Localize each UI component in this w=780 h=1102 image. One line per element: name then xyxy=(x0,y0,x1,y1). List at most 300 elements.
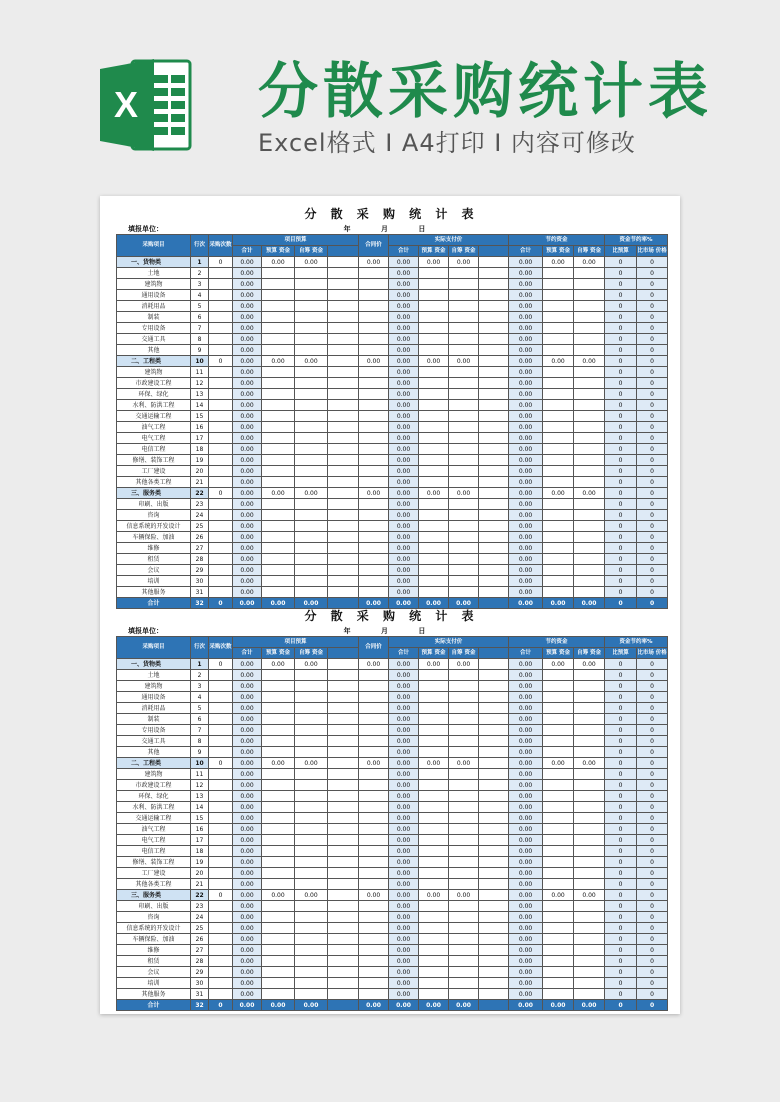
table-row xyxy=(117,989,668,1000)
table-row xyxy=(117,857,668,868)
row-budget-fund: 0.00 xyxy=(262,659,295,670)
row-actual-extra xyxy=(479,890,509,901)
row-budget-extra xyxy=(328,532,359,543)
row-actual-self xyxy=(449,532,479,543)
row-budget-self: 0.00 xyxy=(295,488,328,499)
row-actual-fund xyxy=(419,323,449,334)
row-rate-market: 0 xyxy=(637,923,668,934)
row-rate-market: 0 xyxy=(637,945,668,956)
row-actual-self: 0.00 xyxy=(449,758,479,769)
row-number: 15 xyxy=(191,411,209,422)
row-item-name: 土地 xyxy=(117,268,191,279)
row-rate-budget: 0 xyxy=(605,510,637,521)
row-actual-self xyxy=(449,433,479,444)
row-budget-fund xyxy=(262,857,295,868)
row-saving-total: 0.00 xyxy=(509,400,543,411)
row-budget-self xyxy=(295,477,328,488)
table-row xyxy=(117,835,668,846)
row-number: 16 xyxy=(191,824,209,835)
row-saving-total: 0.00 xyxy=(509,736,543,747)
excel-logo-icon xyxy=(98,55,194,155)
row-budget-fund xyxy=(262,279,295,290)
row-item-name: 油气工程 xyxy=(117,824,191,835)
row-rate-market: 0 xyxy=(637,444,668,455)
row-budget-fund xyxy=(262,967,295,978)
row-saving-fund xyxy=(543,389,574,400)
row-count xyxy=(209,444,233,455)
row-saving-total: 0.00 xyxy=(509,477,543,488)
sub-header-actual-extra xyxy=(479,648,509,659)
row-rate-budget: 0 xyxy=(605,967,637,978)
table-row xyxy=(117,257,668,268)
row-actual-self xyxy=(449,813,479,824)
row-budget-total: 0.00 xyxy=(233,923,262,934)
row-budget-fund xyxy=(262,824,295,835)
row-saving-self xyxy=(574,334,605,345)
summary-actual-fund: 0.00 xyxy=(419,1000,449,1011)
row-actual-extra xyxy=(479,714,509,725)
row-budget-extra xyxy=(328,934,359,945)
table-row xyxy=(117,703,668,714)
row-budget-total: 0.00 xyxy=(233,554,262,565)
row-actual-fund xyxy=(419,791,449,802)
table-row xyxy=(117,576,668,587)
row-budget-extra xyxy=(328,587,359,598)
row-count xyxy=(209,422,233,433)
row-budget-fund xyxy=(262,466,295,477)
row-actual-extra xyxy=(479,301,509,312)
row-number: 31 xyxy=(191,989,209,1000)
statistics-sheet-2 xyxy=(116,606,667,1011)
row-item-name: 制装 xyxy=(117,312,191,323)
row-actual-self xyxy=(449,466,479,477)
row-budget-extra xyxy=(328,411,359,422)
row-count xyxy=(209,389,233,400)
row-actual-total: 0.00 xyxy=(389,956,419,967)
row-saving-fund xyxy=(543,444,574,455)
row-saving-self xyxy=(574,587,605,598)
row-rate-budget: 0 xyxy=(605,367,637,378)
row-actual-fund xyxy=(419,279,449,290)
sub-header-saving-self: 自筹 资金 xyxy=(574,246,605,257)
row-budget-self xyxy=(295,422,328,433)
row-actual-extra xyxy=(479,323,509,334)
table-row xyxy=(117,901,668,912)
sub-header-actual-extra xyxy=(479,246,509,257)
row-budget-self xyxy=(295,433,328,444)
row-budget-total: 0.00 xyxy=(233,455,262,466)
table-row xyxy=(117,912,668,923)
row-actual-extra xyxy=(479,279,509,290)
row-rate-market: 0 xyxy=(637,956,668,967)
row-actual-extra xyxy=(479,780,509,791)
row-actual-extra xyxy=(479,411,509,422)
row-rate-budget: 0 xyxy=(605,813,637,824)
table-row xyxy=(117,934,668,945)
row-budget-fund xyxy=(262,901,295,912)
row-number: 1 xyxy=(191,659,209,670)
row-saving-total: 0.00 xyxy=(509,433,543,444)
row-budget-fund: 0.00 xyxy=(262,890,295,901)
row-budget-fund xyxy=(262,923,295,934)
row-budget-total: 0.00 xyxy=(233,389,262,400)
table-row xyxy=(117,978,668,989)
row-saving-total: 0.00 xyxy=(509,455,543,466)
row-actual-total: 0.00 xyxy=(389,791,419,802)
row-rate-market: 0 xyxy=(637,521,668,532)
row-number: 18 xyxy=(191,846,209,857)
row-budget-fund xyxy=(262,587,295,598)
row-budget-total: 0.00 xyxy=(233,312,262,323)
row-actual-fund xyxy=(419,367,449,378)
row-actual-total: 0.00 xyxy=(389,813,419,824)
row-saving-self xyxy=(574,945,605,956)
row-budget-fund xyxy=(262,714,295,725)
row-number: 25 xyxy=(191,521,209,532)
row-saving-fund xyxy=(543,967,574,978)
row-budget-fund: 0.00 xyxy=(262,488,295,499)
row-budget-self xyxy=(295,747,328,758)
table-row xyxy=(117,510,668,521)
sub-header-budget-fund: 预算 资金 xyxy=(262,246,295,257)
row-budget-total: 0.00 xyxy=(233,747,262,758)
row-item-name: 电信工程 xyxy=(117,846,191,857)
row-saving-fund xyxy=(543,681,574,692)
row-actual-total: 0.00 xyxy=(389,967,419,978)
row-actual-self: 0.00 xyxy=(449,890,479,901)
row-contract xyxy=(359,802,389,813)
row-actual-total: 0.00 xyxy=(389,257,419,268)
row-actual-self xyxy=(449,967,479,978)
sub-header-actual-fund: 预算 资金 xyxy=(419,648,449,659)
row-actual-self xyxy=(449,323,479,334)
row-budget-fund xyxy=(262,813,295,824)
row-contract xyxy=(359,378,389,389)
row-number: 4 xyxy=(191,290,209,301)
table-row xyxy=(117,868,668,879)
row-item-name: 交通运输工程 xyxy=(117,411,191,422)
row-saving-fund: 0.00 xyxy=(543,356,574,367)
table-row xyxy=(117,725,668,736)
row-actual-extra xyxy=(479,389,509,400)
row-number: 3 xyxy=(191,681,209,692)
row-saving-total: 0.00 xyxy=(509,323,543,334)
row-saving-fund xyxy=(543,769,574,780)
row-budget-total: 0.00 xyxy=(233,824,262,835)
row-rate-budget: 0 xyxy=(605,433,637,444)
row-saving-total: 0.00 xyxy=(509,587,543,598)
row-actual-fund xyxy=(419,989,449,1000)
row-number: 11 xyxy=(191,769,209,780)
row-budget-fund xyxy=(262,301,295,312)
table-row xyxy=(117,945,668,956)
row-saving-total: 0.00 xyxy=(509,813,543,824)
row-budget-total: 0.00 xyxy=(233,659,262,670)
row-saving-self xyxy=(574,554,605,565)
row-actual-extra xyxy=(479,813,509,824)
row-count xyxy=(209,967,233,978)
row-rate-budget: 0 xyxy=(605,455,637,466)
row-actual-total: 0.00 xyxy=(389,846,419,857)
row-contract xyxy=(359,433,389,444)
row-rate-market: 0 xyxy=(637,824,668,835)
row-saving-self xyxy=(574,301,605,312)
table-row xyxy=(117,879,668,890)
row-saving-total: 0.00 xyxy=(509,857,543,868)
row-contract xyxy=(359,857,389,868)
row-saving-fund xyxy=(543,901,574,912)
row-number: 13 xyxy=(191,389,209,400)
row-actual-total: 0.00 xyxy=(389,945,419,956)
row-actual-fund xyxy=(419,510,449,521)
row-rate-market: 0 xyxy=(637,868,668,879)
row-rate-budget: 0 xyxy=(605,477,637,488)
table-row xyxy=(117,780,668,791)
row-rate-budget: 0 xyxy=(605,901,637,912)
row-budget-self xyxy=(295,879,328,890)
row-saving-fund xyxy=(543,692,574,703)
row-budget-total: 0.00 xyxy=(233,576,262,587)
summary-label: 合计 xyxy=(117,598,191,609)
row-budget-self xyxy=(295,268,328,279)
row-item-name: 其他各类工程 xyxy=(117,477,191,488)
row-actual-self xyxy=(449,857,479,868)
row-budget-extra xyxy=(328,389,359,400)
row-contract xyxy=(359,444,389,455)
row-actual-total: 0.00 xyxy=(389,378,419,389)
row-budget-self xyxy=(295,824,328,835)
row-saving-fund xyxy=(543,455,574,466)
summary-number: 32 xyxy=(191,598,209,609)
sub-header-rate-market: 比市场 价格 xyxy=(637,246,668,257)
row-rate-budget: 0 xyxy=(605,422,637,433)
row-item-name: 车辆保险、加油 xyxy=(117,934,191,945)
row-item-name: 工厂建设 xyxy=(117,466,191,477)
row-item-name: 会议 xyxy=(117,565,191,576)
row-budget-total: 0.00 xyxy=(233,901,262,912)
sub-header-budget-extra xyxy=(328,246,359,257)
row-actual-self xyxy=(449,312,479,323)
row-actual-extra xyxy=(479,422,509,433)
row-rate-budget: 0 xyxy=(605,747,637,758)
col-header-budget: 项目预算 xyxy=(233,637,359,648)
row-saving-self xyxy=(574,802,605,813)
row-budget-extra xyxy=(328,455,359,466)
row-budget-self xyxy=(295,499,328,510)
row-number: 5 xyxy=(191,703,209,714)
row-saving-total: 0.00 xyxy=(509,554,543,565)
row-rate-budget: 0 xyxy=(605,714,637,725)
row-saving-total: 0.00 xyxy=(509,879,543,890)
row-actual-self xyxy=(449,747,479,758)
row-actual-total: 0.00 xyxy=(389,587,419,598)
row-count: 0 xyxy=(209,356,233,367)
row-item-name: 车辆保险、加油 xyxy=(117,532,191,543)
row-number: 30 xyxy=(191,576,209,587)
row-actual-extra xyxy=(479,466,509,477)
row-budget-total: 0.00 xyxy=(233,477,262,488)
row-saving-fund xyxy=(543,323,574,334)
row-saving-total: 0.00 xyxy=(509,703,543,714)
row-budget-extra xyxy=(328,824,359,835)
row-budget-total: 0.00 xyxy=(233,290,262,301)
row-actual-extra xyxy=(479,488,509,499)
row-number: 9 xyxy=(191,345,209,356)
row-budget-total: 0.00 xyxy=(233,692,262,703)
row-actual-extra xyxy=(479,659,509,670)
row-budget-self xyxy=(295,367,328,378)
row-rate-market: 0 xyxy=(637,934,668,945)
table-row xyxy=(117,400,668,411)
summary-row xyxy=(117,1000,668,1011)
row-saving-fund xyxy=(543,312,574,323)
table-row xyxy=(117,488,668,499)
row-rate-market: 0 xyxy=(637,268,668,279)
row-saving-total: 0.00 xyxy=(509,659,543,670)
row-count xyxy=(209,521,233,532)
row-contract xyxy=(359,268,389,279)
row-rate-budget: 0 xyxy=(605,521,637,532)
row-saving-self xyxy=(574,868,605,879)
row-count xyxy=(209,923,233,934)
row-rate-market: 0 xyxy=(637,389,668,400)
row-budget-self xyxy=(295,323,328,334)
row-budget-extra xyxy=(328,791,359,802)
row-budget-total: 0.00 xyxy=(233,499,262,510)
row-count xyxy=(209,279,233,290)
row-budget-self xyxy=(295,334,328,345)
row-number: 21 xyxy=(191,879,209,890)
row-number: 1 xyxy=(191,257,209,268)
row-actual-extra xyxy=(479,901,509,912)
row-actual-fund xyxy=(419,923,449,934)
row-contract xyxy=(359,813,389,824)
row-saving-total: 0.00 xyxy=(509,747,543,758)
row-budget-fund xyxy=(262,703,295,714)
unit-label: 填报单位： xyxy=(128,225,163,233)
row-saving-self xyxy=(574,389,605,400)
row-budget-self xyxy=(295,736,328,747)
row-saving-fund xyxy=(543,334,574,345)
row-budget-self xyxy=(295,312,328,323)
row-rate-budget: 0 xyxy=(605,312,637,323)
row-number: 15 xyxy=(191,813,209,824)
row-count xyxy=(209,301,233,312)
row-item-name: 其他 xyxy=(117,345,191,356)
row-rate-budget: 0 xyxy=(605,466,637,477)
row-actual-fund xyxy=(419,714,449,725)
row-rate-market: 0 xyxy=(637,301,668,312)
row-actual-total: 0.00 xyxy=(389,312,419,323)
row-item-name: 其他 xyxy=(117,747,191,758)
row-actual-self xyxy=(449,802,479,813)
row-budget-extra xyxy=(328,681,359,692)
row-rate-market: 0 xyxy=(637,323,668,334)
row-actual-total: 0.00 xyxy=(389,659,419,670)
row-count: 0 xyxy=(209,257,233,268)
col-header-saving: 节约资金 xyxy=(509,235,605,246)
row-budget-fund xyxy=(262,345,295,356)
row-count xyxy=(209,813,233,824)
row-rate-budget: 0 xyxy=(605,532,637,543)
row-number: 17 xyxy=(191,835,209,846)
row-count xyxy=(209,510,233,521)
row-rate-budget: 0 xyxy=(605,345,637,356)
row-item-name: 信息系统的开发设计 xyxy=(117,923,191,934)
row-budget-total: 0.00 xyxy=(233,345,262,356)
row-budget-extra xyxy=(328,714,359,725)
row-saving-fund xyxy=(543,290,574,301)
row-rate-budget: 0 xyxy=(605,725,637,736)
row-rate-market: 0 xyxy=(637,857,668,868)
row-saving-fund xyxy=(543,989,574,1000)
row-saving-self xyxy=(574,378,605,389)
date-label: 年 月 日 xyxy=(343,225,440,233)
row-number: 30 xyxy=(191,978,209,989)
row-actual-total: 0.00 xyxy=(389,934,419,945)
row-budget-fund xyxy=(262,802,295,813)
row-actual-fund xyxy=(419,670,449,681)
row-budget-self xyxy=(295,521,328,532)
row-rate-market: 0 xyxy=(637,488,668,499)
row-count xyxy=(209,736,233,747)
row-contract xyxy=(359,565,389,576)
row-actual-self xyxy=(449,692,479,703)
row-contract xyxy=(359,312,389,323)
logo-letter: X xyxy=(113,84,139,125)
page-subtitle: Excel格式 I A4打印 I 内容可修改 xyxy=(258,129,636,157)
row-saving-self xyxy=(574,670,605,681)
row-actual-self xyxy=(449,367,479,378)
row-rate-budget: 0 xyxy=(605,692,637,703)
table-row xyxy=(117,543,668,554)
row-actual-extra xyxy=(479,378,509,389)
row-saving-fund xyxy=(543,879,574,890)
row-actual-fund xyxy=(419,422,449,433)
row-number: 10 xyxy=(191,758,209,769)
row-saving-total: 0.00 xyxy=(509,389,543,400)
row-actual-total: 0.00 xyxy=(389,576,419,587)
row-actual-fund: 0.00 xyxy=(419,356,449,367)
row-saving-total: 0.00 xyxy=(509,312,543,323)
row-actual-self xyxy=(449,945,479,956)
row-actual-extra xyxy=(479,824,509,835)
row-actual-extra xyxy=(479,477,509,488)
row-budget-extra xyxy=(328,576,359,587)
row-saving-total: 0.00 xyxy=(509,422,543,433)
row-budget-total: 0.00 xyxy=(233,879,262,890)
row-budget-extra xyxy=(328,769,359,780)
row-saving-fund xyxy=(543,780,574,791)
row-budget-total: 0.00 xyxy=(233,411,262,422)
row-saving-self: 0.00 xyxy=(574,890,605,901)
row-actual-total: 0.00 xyxy=(389,835,419,846)
row-budget-extra xyxy=(328,670,359,681)
row-contract xyxy=(359,521,389,532)
summary-count: 0 xyxy=(209,1000,233,1011)
row-actual-fund xyxy=(419,389,449,400)
row-item-name: 租赁 xyxy=(117,554,191,565)
row-item-name: 工厂建设 xyxy=(117,868,191,879)
row-contract xyxy=(359,868,389,879)
row-budget-fund xyxy=(262,846,295,857)
row-budget-self xyxy=(295,532,328,543)
row-rate-market: 0 xyxy=(637,290,668,301)
row-actual-self xyxy=(449,714,479,725)
row-contract xyxy=(359,835,389,846)
row-contract xyxy=(359,791,389,802)
table-row xyxy=(117,268,668,279)
